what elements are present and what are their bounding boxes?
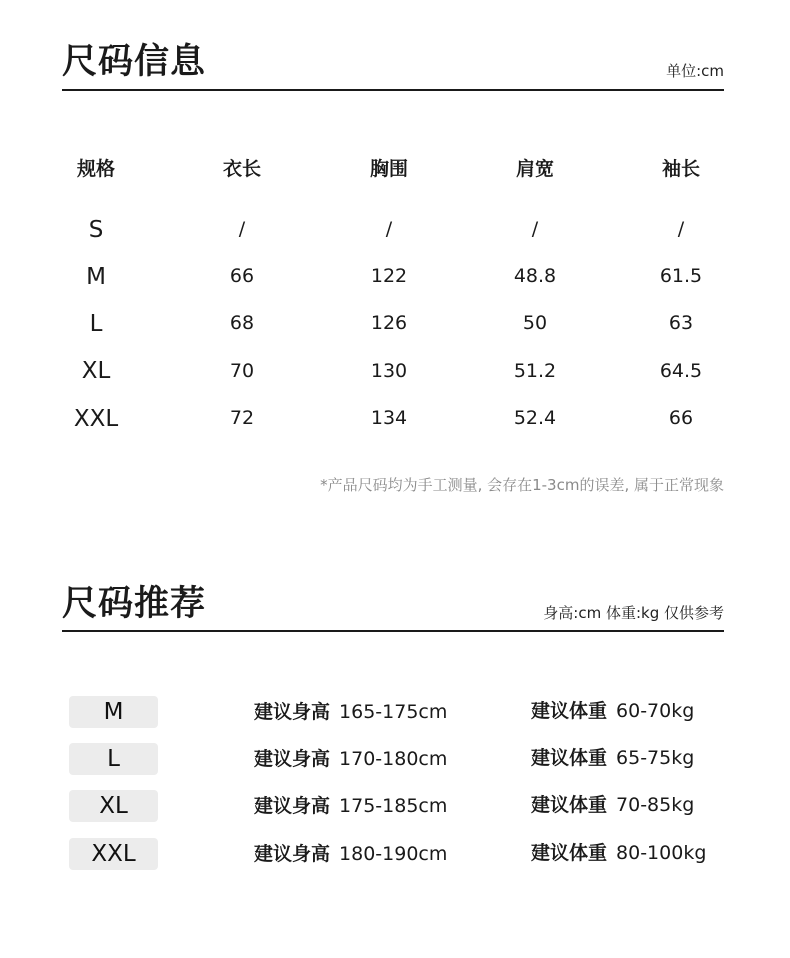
- height-value: 170-180cm: [339, 748, 448, 770]
- table-cell: 66: [668, 407, 694, 429]
- table-cell: 122: [370, 265, 408, 287]
- table-cell: 68: [229, 312, 255, 334]
- weight-label: 建议体重: [531, 842, 608, 864]
- weight-value: 80-100kg: [616, 842, 707, 864]
- rec-weight: [531, 796, 694, 815]
- size-info-divider: [62, 89, 724, 91]
- size-badge: L: [69, 743, 158, 775]
- table-cell: 66: [229, 265, 255, 287]
- weight-value: 70-85kg: [616, 794, 695, 816]
- table-cell-size: S: [88, 217, 104, 243]
- rec-note: 身高:cm 体重:kg 仅供参考: [543, 604, 724, 622]
- size-rec-title: 尺码推荐: [62, 584, 207, 624]
- table-cell-size: L: [89, 311, 103, 337]
- height-label: 建议身高: [254, 843, 331, 865]
- weight-label: 建议体重: [531, 747, 608, 769]
- size-badge: XXL: [69, 838, 158, 870]
- header-shoulder: 肩宽: [515, 158, 554, 180]
- size-info-title: 尺码信息: [62, 42, 207, 82]
- rec-height: [254, 703, 447, 722]
- table-cell-size: XL: [81, 358, 111, 384]
- table-cell: 51.2: [513, 360, 557, 382]
- rec-height: [254, 845, 447, 864]
- table-cell: 130: [370, 360, 408, 382]
- height-label: 建议身高: [254, 748, 331, 770]
- table-cell: /: [531, 218, 539, 240]
- rec-weight: [531, 749, 694, 768]
- table-cell-size: XXL: [73, 406, 119, 432]
- weight-label: 建议体重: [531, 794, 608, 816]
- rec-height: [254, 750, 447, 769]
- height-value: 180-190cm: [339, 843, 448, 865]
- height-label: 建议身高: [254, 701, 331, 723]
- table-cell: 50: [522, 312, 548, 334]
- table-cell: 48.8: [513, 265, 557, 287]
- rec-weight: [531, 844, 706, 863]
- table-cell: 72: [229, 407, 255, 429]
- size-rec-divider: [62, 630, 724, 632]
- height-value: 165-175cm: [339, 701, 448, 723]
- weight-value: 65-75kg: [616, 747, 695, 769]
- unit-note: 单位:cm: [666, 62, 724, 80]
- height-value: 175-185cm: [339, 795, 448, 817]
- table-cell: 64.5: [659, 360, 703, 382]
- table-cell: 63: [668, 312, 694, 334]
- table-cell: /: [385, 218, 393, 240]
- rec-height: [254, 797, 447, 816]
- table-cell: 52.4: [513, 407, 557, 429]
- table-cell: 134: [370, 407, 408, 429]
- weight-value: 60-70kg: [616, 700, 695, 722]
- weight-label: 建议体重: [531, 700, 608, 722]
- table-cell: 126: [370, 312, 408, 334]
- size-badge: M: [69, 696, 158, 728]
- header-chest: 胸围: [369, 158, 408, 180]
- table-cell: 61.5: [659, 265, 703, 287]
- height-label: 建议身高: [254, 795, 331, 817]
- header-length: 衣长: [222, 158, 261, 180]
- table-cell: /: [677, 218, 685, 240]
- header-spec: 规格: [76, 158, 115, 180]
- size-badge: XL: [69, 790, 158, 822]
- table-cell: 70: [229, 360, 255, 382]
- table-cell-size: M: [86, 264, 106, 290]
- rec-weight: [531, 702, 694, 721]
- measurement-footnote: *产品尺码均为手工测量, 会存在1-3cm的误差, 属于正常现象: [320, 476, 724, 494]
- table-cell: /: [238, 218, 246, 240]
- header-sleeve: 袖长: [661, 158, 700, 180]
